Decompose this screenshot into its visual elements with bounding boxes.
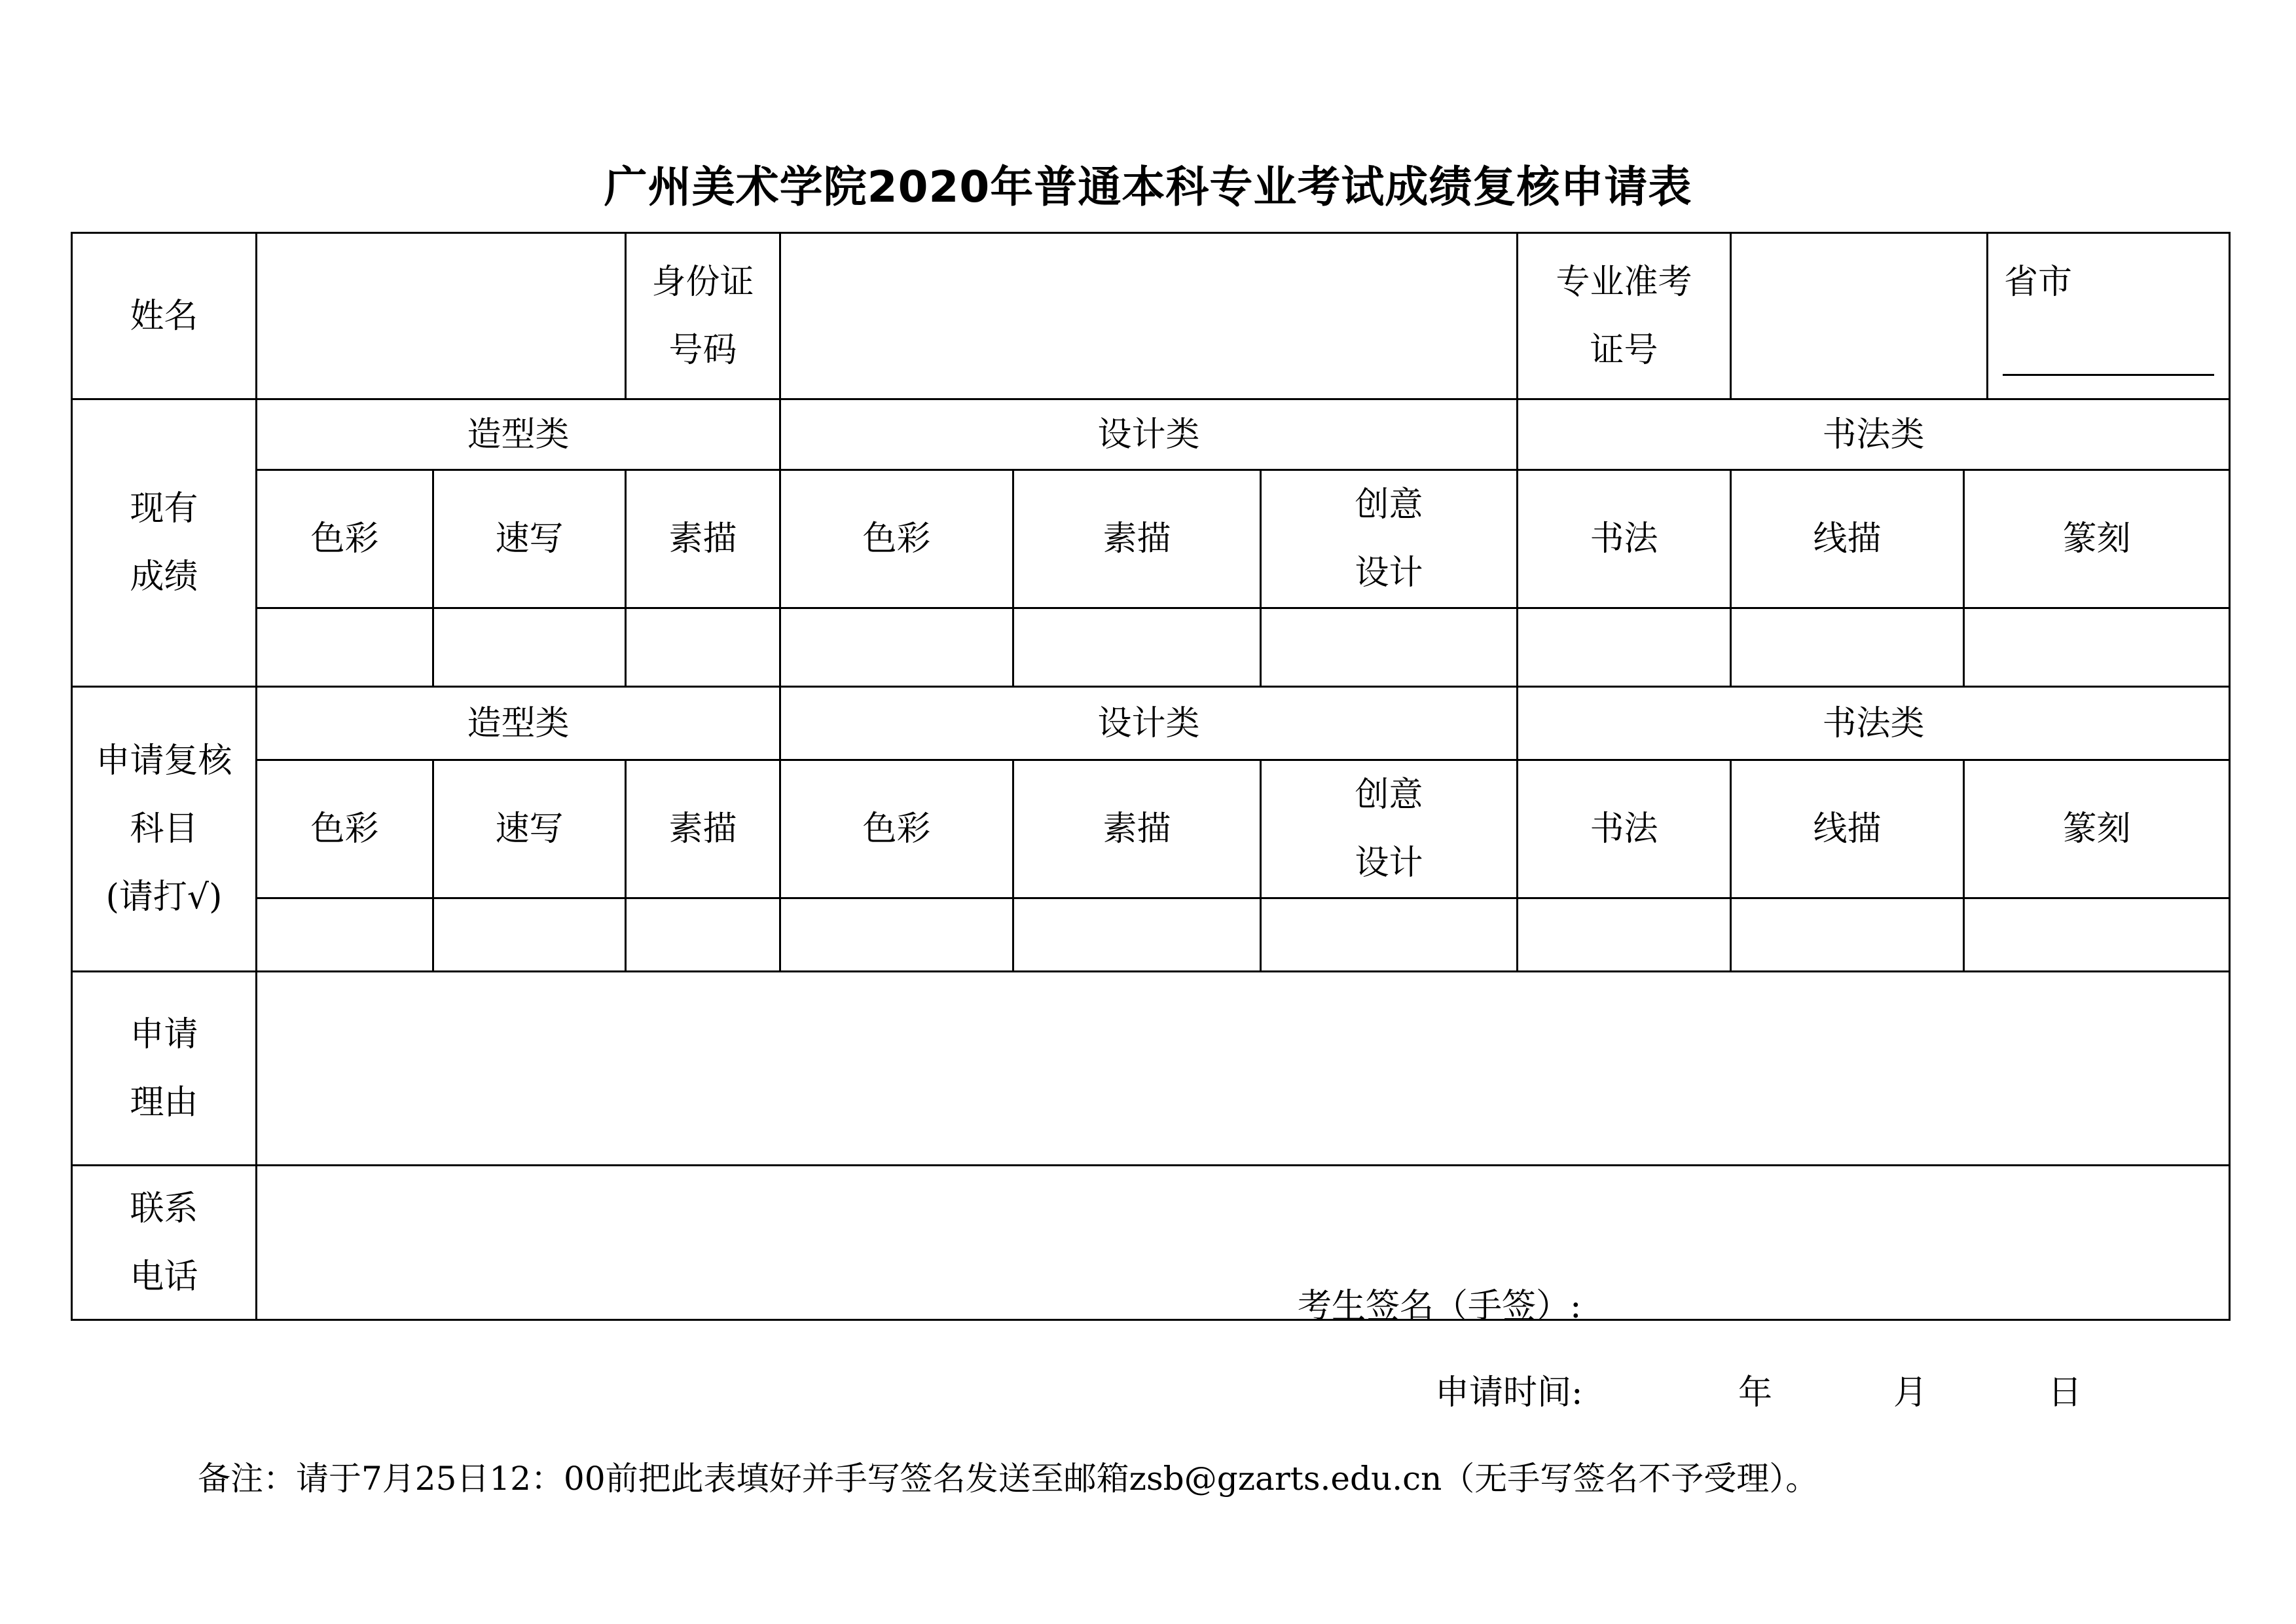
scores-input-color[interactable] [257,608,433,687]
id-number-input-cell[interactable] [780,233,1518,399]
review-subject-design-color: 色彩 [780,760,1013,898]
date-day-label: 日 [2048,1373,2083,1412]
scores-subject-drawing: 素描 [626,470,780,608]
date-month-label: 月 [1893,1373,1928,1412]
review-category-design: 设计类 [780,687,1518,760]
review-subject-sketch: 速写 [433,760,626,898]
review-label-line1: 申请复核 [96,741,232,781]
reason-label-line1: 申请 [130,1014,198,1054]
review-check-calligraphy[interactable] [1518,898,1731,972]
id-number-label-line1: 身份证 [651,262,754,302]
review-check-sketch[interactable] [433,898,626,972]
province-city-underline [2003,374,2214,376]
review-subject-drawing: 素描 [626,760,780,898]
scores-subject-creative-design [1261,470,1518,608]
date-label: 申请时间: [1435,1373,1583,1412]
scores-creative-line2: 设计 [1355,553,1423,593]
form-title: 广州美术学院2020年普通本科专业考试成绩复核申请表 [604,162,1692,212]
review-subject-calligraphy: 书法 [1518,760,1731,898]
scores-subject-design-color: 色彩 [780,470,1013,608]
review-subject-line-drawing: 线描 [1731,760,1964,898]
scores-subject-design-drawing: 素描 [1013,470,1261,608]
remark-note: 备注：请于7月25日12：00前把此表填好并手写签名发送至邮箱zsb@gzarts.edu.cn（无手写签名不予受理）。 [198,1460,1819,1498]
current-scores-label-line1: 现有 [130,489,198,528]
exam-number-label-line1: 专业准考 [1556,262,1692,302]
review-creative-line1: 创意 [1355,775,1423,815]
reason-label-line2: 理由 [130,1082,198,1122]
scores-input-creative-design[interactable] [1261,608,1518,687]
province-city-label: 省市 [2004,263,2073,302]
review-check-seal[interactable] [1964,898,2230,972]
review-creative-line2: 设计 [1355,843,1423,883]
scores-subject-color: 色彩 [257,470,433,608]
name-label-cell [72,233,257,399]
scores-subject-seal: 篆刻 [1964,470,2230,608]
scores-creative-line1: 创意 [1355,485,1423,525]
scores-input-sketch[interactable] [433,608,626,687]
scores-input-calligraphy[interactable] [1518,608,1731,687]
review-category-calligraphy: 书法类 [1518,687,2230,760]
contact-input-cell[interactable] [257,1166,2230,1320]
scores-input-drawing[interactable] [626,608,780,687]
scores-input-seal[interactable] [1964,608,2230,687]
current-scores-label-line2: 成绩 [130,557,198,597]
reason-label-cell [72,972,257,1166]
scores-input-design-color[interactable] [780,608,1013,687]
review-application-form [71,232,2231,1321]
current-scores-label-cell [72,399,257,687]
exam-number-label-cell [1518,233,1731,399]
signature-label: 考生签名（手签）: [1298,1287,1582,1326]
review-category-modeling: 造型类 [257,687,780,760]
review-check-line-drawing[interactable] [1731,898,1964,972]
review-check-design-drawing[interactable] [1013,898,1261,972]
province-city-cell[interactable] [1988,233,2230,399]
review-subject-design-drawing: 素描 [1013,760,1261,898]
review-subject-creative-design [1261,760,1518,898]
scores-subject-calligraphy: 书法 [1518,470,1731,608]
review-check-creative-design[interactable] [1261,898,1518,972]
exam-number-input-cell[interactable] [1731,233,1988,399]
scores-category-modeling: 造型类 [257,399,780,470]
exam-number-label-line2: 证号 [1590,330,1658,370]
contact-label-line1: 联系 [130,1189,198,1228]
review-subject-seal: 篆刻 [1964,760,2230,898]
review-label-line3: (请打√) [105,877,223,917]
review-check-drawing[interactable] [626,898,780,972]
id-number-label-cell [626,233,780,399]
review-check-design-color[interactable] [780,898,1013,972]
date-year-label: 年 [1738,1373,1773,1412]
scores-category-design: 设计类 [780,399,1518,470]
contact-label-line2: 电话 [130,1257,198,1297]
review-label-line2: 科目 [130,809,198,849]
review-subject-color: 色彩 [257,760,433,898]
name-input-cell[interactable] [257,233,626,399]
reason-input-cell[interactable] [257,972,2230,1166]
review-check-color[interactable] [257,898,433,972]
scores-input-line-drawing[interactable] [1731,608,1964,687]
name-label: 姓名 [130,296,198,336]
review-subjects-label-cell [72,687,257,972]
id-number-label-line2: 号码 [668,330,737,370]
scores-category-calligraphy: 书法类 [1518,399,2230,470]
scores-subject-line-drawing: 线描 [1731,470,1964,608]
contact-label-cell [72,1166,257,1320]
scores-input-design-drawing[interactable] [1013,608,1261,687]
scores-subject-sketch: 速写 [433,470,626,608]
